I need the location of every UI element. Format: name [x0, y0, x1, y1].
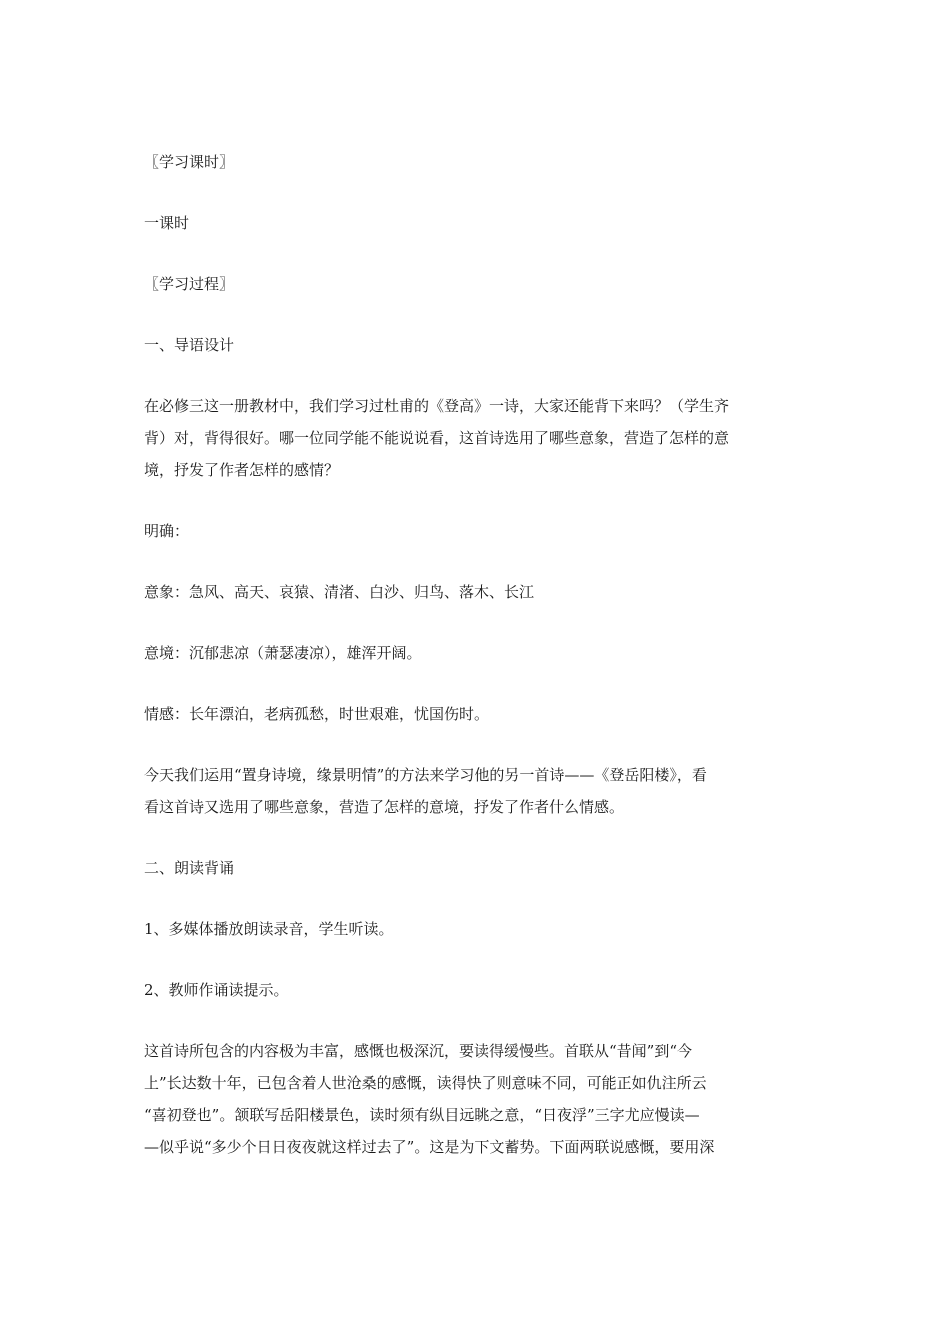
reading-step-1: 1、多媒体播放朗读录音，学生听读。	[144, 920, 394, 938]
reading-guidance-line: 上”长达数十年，已包含着人世沧桑的感慨，读得快了则意味不同，可能正如仇注所云	[144, 1074, 707, 1092]
document-body	[144, 146, 808, 1163]
reading-guidance-line: 这首诗所包含的内容极为丰富，感慨也极深沉，要读得缓慢些。首联从“昔闻”到“今	[144, 1042, 693, 1060]
reading-guidance-paragraph	[144, 1035, 808, 1163]
reading-guidance-line: —似乎说“多少个日日夜夜就这样过去了”。这是为下文蓄势。下面两联说感慨，要用深	[144, 1138, 715, 1156]
today-paragraph	[144, 759, 808, 823]
reading-guidance-line: “喜初登也”。颔联写岳阳楼景色，读时须有纵目远眺之意，“日夜浮”三字尤应慢读—	[144, 1106, 700, 1124]
heading-reading-recitation: 二、朗读背诵	[144, 859, 235, 877]
reading-step-2: 2、教师作诵读提示。	[144, 981, 289, 999]
intro-paragraph	[144, 390, 808, 486]
today-paragraph-line: 看这首诗又选用了哪些意象，营造了怎样的意境，抒发了作者什么情感。	[144, 798, 625, 816]
today-paragraph-line: 今天我们运用“置身诗境，缘景明情”的方法来学习他的另一首诗——《登岳阳楼》，看	[144, 766, 707, 784]
heading-intro-design: 一、导语设计	[144, 336, 235, 354]
emotion-line: 情感：长年漂泊，老病孤愁，时世艰难，忧国伤时。	[144, 705, 490, 723]
intro-paragraph-line: 境，抒发了作者怎样的感情？	[144, 461, 340, 479]
mood-line: 意境：沉郁悲凉（萧瑟凄凉），雄浑开阔。	[144, 644, 422, 662]
intro-paragraph-line: 在必修三这一册教材中，我们学习过杜甫的《登高》一诗，大家还能背下来吗？（学生齐	[144, 397, 730, 415]
study-time-value: 一课时	[144, 214, 190, 232]
section-heading-study-process: 〖学习过程〗	[144, 275, 235, 293]
clarify-label: 明确：	[144, 522, 190, 540]
imagery-line: 意象：急风、高天、哀猿、清渚、白沙、归鸟、落木、长江	[144, 583, 535, 601]
intro-paragraph-line: 背）对，背得很好。哪一位同学能不能说说看，这首诗选用了哪些意象，营造了怎样的意	[144, 429, 730, 447]
section-heading-study-time: 〖学习课时〗	[144, 153, 235, 171]
